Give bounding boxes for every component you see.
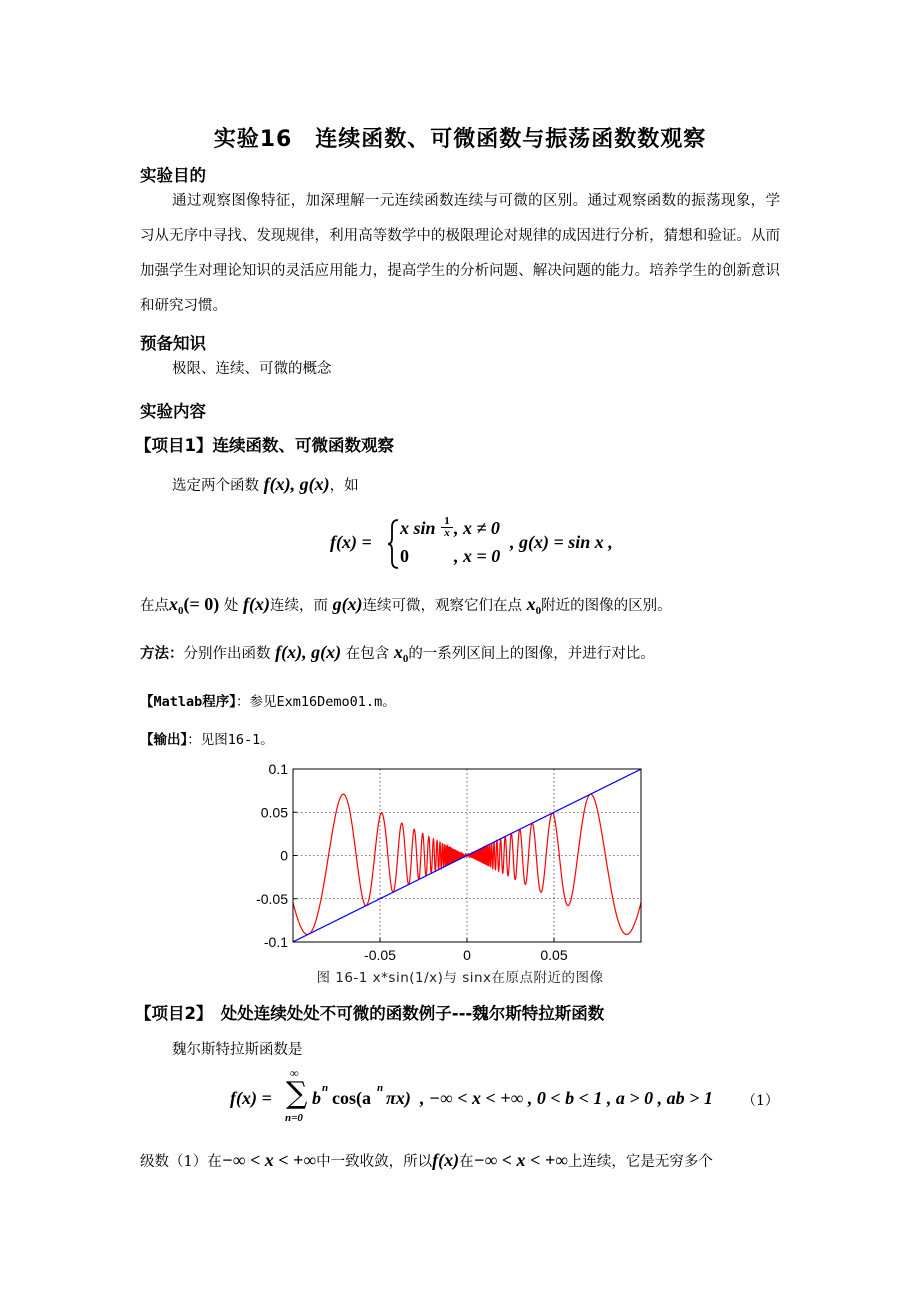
matlab-line (140, 690, 396, 710)
w-conditions: , −∞ < x < +∞ , 0 < b < 1 , a > 0 , ab > 1 (420, 1088, 713, 1108)
piecewise-formula (330, 516, 660, 572)
x-tick-label-0: -0.05 (364, 947, 396, 963)
l-math-1: −∞ < x < +∞ (221, 1150, 317, 1170)
m-sub-0: 0 (402, 652, 409, 665)
s-math-eq0: (= 0) (183, 594, 220, 614)
m-text-3: 的一系列区间上的图像，并进行对比。 (408, 646, 655, 662)
case1-cond: , x ≠ 0 (454, 518, 500, 538)
m-math-fg: f(x), g(x) (275, 642, 342, 662)
s-text-2: 处 (223, 598, 239, 614)
purpose-heading: 实验目的 (140, 166, 206, 185)
s-sub-0: 0 (178, 604, 184, 617)
figure-caption: 图 16-1 x*sin(1/x)与 sinx在原点附近的图像 (316, 970, 604, 986)
matlab-text: ：参见Exm16Demo01.m。 (236, 694, 396, 710)
m-text-1: 分别作出函数 (183, 646, 271, 662)
formula-lhs: f(x) = (330, 532, 372, 552)
y-tick-label-2: 0 (280, 847, 288, 864)
intro-math: f(x), g(x) (263, 474, 330, 494)
output-label: 【输出】 (140, 732, 188, 748)
frac-1-over-x (441, 516, 453, 539)
m-text-2: 在包含 (345, 646, 390, 662)
prereq-heading: 预备知识 (140, 334, 206, 353)
last-sentence (140, 1150, 713, 1171)
s-math-x0: x (169, 594, 178, 614)
y-tick-label-4: -0.1 (263, 934, 288, 950)
m-math-x0: x (393, 642, 403, 662)
matlab-label: 【Matlab程序】 (140, 694, 237, 710)
weierstrass-formula (230, 1066, 790, 1132)
formula-rhs: , g(x) = sin x , (510, 532, 613, 552)
w-eq-number: （1） (742, 1093, 779, 1109)
l-text-1: 级数（1）在 (140, 1154, 222, 1170)
intro-pre: 选定两个函数 (172, 478, 259, 494)
output-line (140, 728, 274, 748)
y-tick-label-3: -0.05 (256, 890, 288, 907)
page-title: 实验16 连续函数、可微函数与振荡函数数观察 (213, 127, 707, 152)
project2-intro: 魏尔斯特拉斯函数是 (172, 1042, 303, 1058)
s-sub-0b: 0 (535, 604, 542, 617)
output-text: ：见图16-1。 (187, 732, 274, 748)
l-text-2: 中一致收敛，所以 (316, 1154, 433, 1170)
s-math-gx: g(x) (332, 594, 363, 614)
left-brace-icon (388, 518, 400, 570)
case1-expr: x sin (400, 518, 436, 538)
w-cos: cos(a (332, 1088, 371, 1108)
w-sum-bottom: n=0 (285, 1112, 303, 1124)
prereq-text: 极限、连续、可微的概念 (172, 361, 332, 377)
case2-expr: 0 (400, 546, 409, 566)
frac-num: 1 (441, 516, 453, 528)
project1-intro (172, 474, 359, 495)
x-tick-label-2: 0.05 (540, 947, 568, 963)
method-label: 方法： (140, 646, 184, 662)
w-b: b (312, 1088, 321, 1108)
s-text-1: 在点 (140, 598, 169, 614)
frac-den: x (444, 527, 450, 539)
continuity-sentence (140, 594, 672, 617)
l-math-3: −∞ < x < +∞ (473, 1150, 568, 1170)
project1-heading: 【项目1】连续函数、可微函数观察 (135, 436, 394, 455)
s-text-5: 附近的图像的区别。 (541, 598, 672, 614)
y-tick-label-0: 0.1 (268, 761, 288, 777)
case2-cond: , x = 0 (454, 546, 501, 566)
sum-icon: ∑ (286, 1076, 308, 1111)
y-tick-label-1: 0.05 (260, 804, 288, 821)
l-text-3: 在 (459, 1154, 474, 1170)
x-tick-label-1: 0 (463, 947, 471, 963)
l-math-2: f(x) (432, 1150, 460, 1170)
w-cos-end: πx) (386, 1088, 411, 1108)
figure-16-1-chart (240, 755, 660, 965)
w-lhs: f(x) = (230, 1088, 272, 1108)
s-text-4: 连续可微，观察它们在点 (362, 598, 523, 614)
s-math-x0b: x (526, 594, 536, 614)
s-math-fx: f(x) (242, 594, 270, 614)
w-cos-sup: n (377, 1082, 384, 1094)
intro-post: ，如 (329, 478, 359, 494)
s-text-3: 连续，而 (269, 598, 328, 614)
method-sentence (140, 642, 655, 665)
w-sum-top: ∞ (290, 1066, 299, 1080)
l-text-4: 上连续，它是无穷多个 (567, 1154, 713, 1170)
project2-heading: 【项目2】 处处连续处处不可微的函数例子---魏尔斯特拉斯函数 (135, 1004, 605, 1023)
content-heading: 实验内容 (140, 402, 206, 421)
purpose-text: 通过观察图像特征，加深理解一元连续函数连续与可微的区别。通过观察函数的振荡现象，学习从无序中寻找、发现规律，利用高等数学中的极限理论对规律的成因进行分析，猜想和验证。从而加强学生对理论知识的灵活应用能力，提高学生的分析问题、解决问题的能力。培养学生的创新意识和研究习惯。 (140, 193, 780, 314)
w-b-sup: n (322, 1082, 329, 1094)
